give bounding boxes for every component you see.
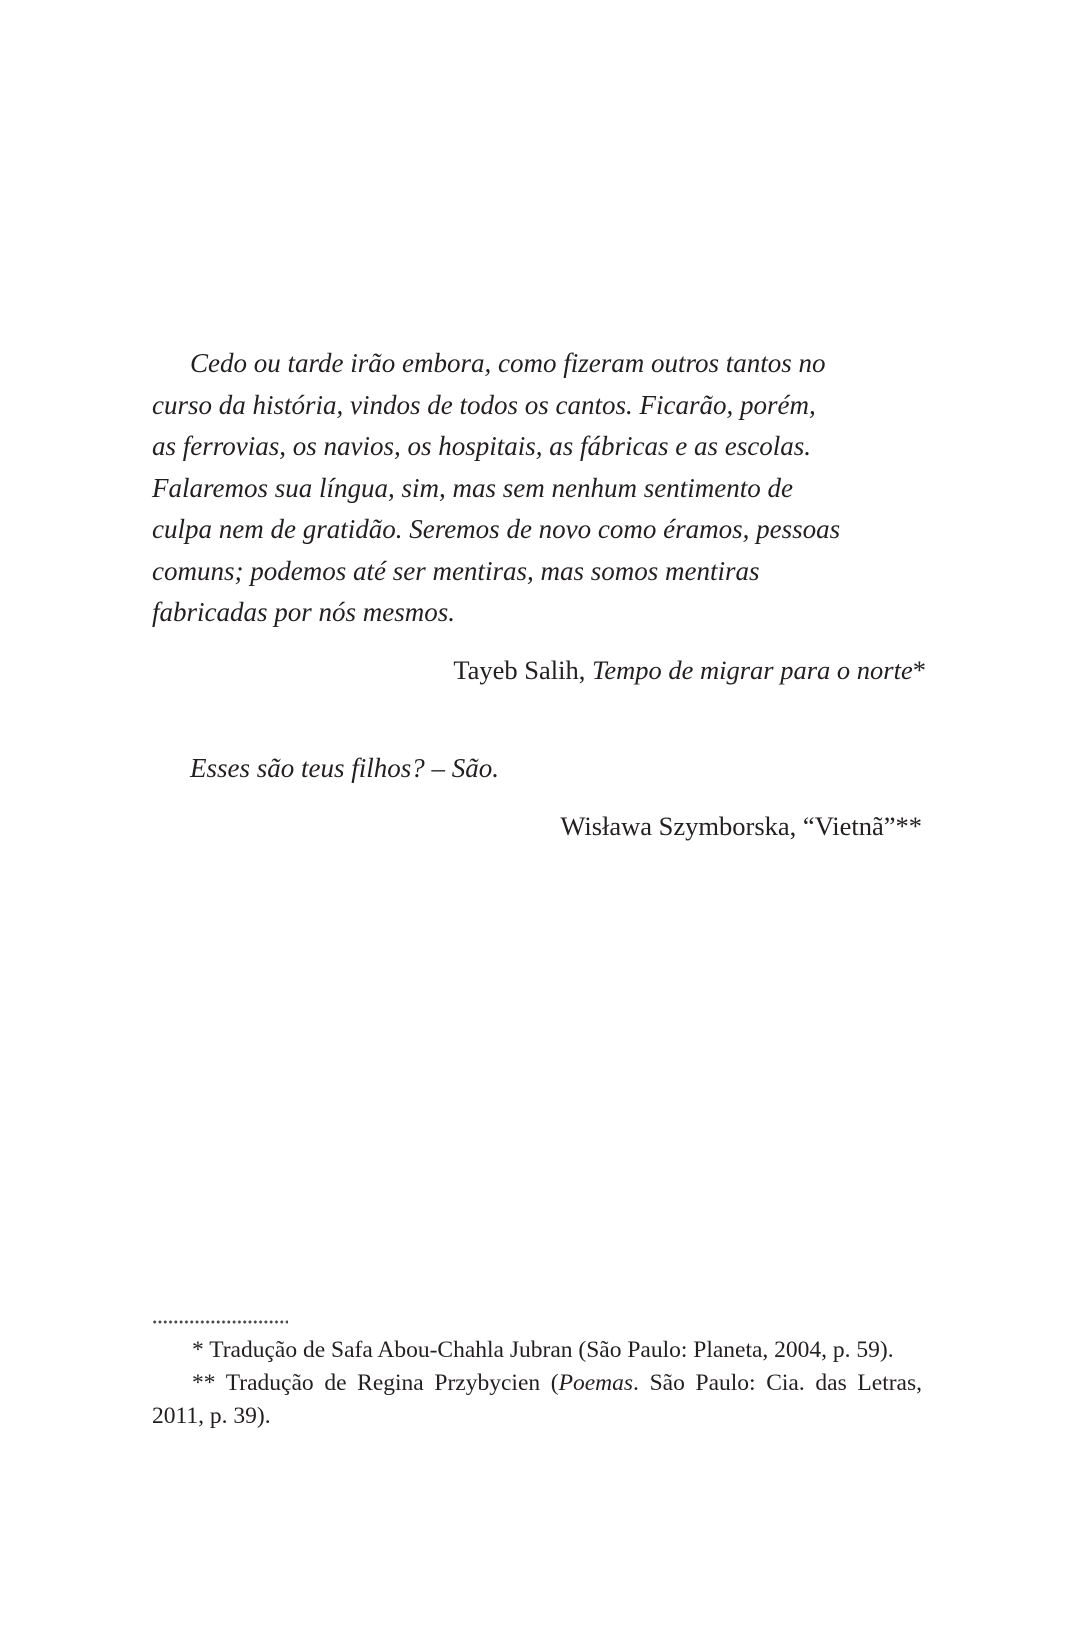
quote-line: fabricadas por nós mesmos. (152, 597, 456, 627)
footnotes (152, 1334, 922, 1433)
epigraph-attribution (152, 650, 926, 690)
footnote-book-title: Poemas (558, 1370, 634, 1396)
quote-line: culpa nem de gratidão. Seremos de novo como éramos, pessoas (152, 514, 841, 544)
quote-line: curso da história, vindos de todos os cantos. Ficarão, porém, (152, 389, 816, 420)
quote-line: as ferrovias, os navios, os hospitais, as fábricas e as escolas. (152, 431, 812, 461)
footnote-mark: * (912, 654, 926, 685)
quote-line: comuns; podemos até ser mentiras, mas somos mentiras (152, 555, 760, 586)
epigraph-szymborska (152, 748, 922, 846)
footnote-separator (152, 1320, 288, 1324)
quote-line: Esses são teus filhos? – São. (190, 753, 500, 783)
footnote-2 (152, 1367, 922, 1433)
epigraph-quote (152, 748, 922, 790)
epigraph-attribution (152, 806, 922, 846)
epigraph-quote (152, 343, 922, 634)
footnote-text: . São Paulo: Cia. das Letras, 2011, p. 39). (152, 1370, 922, 1429)
attribution-work-title: Tempo de migrar para o norte (592, 654, 913, 685)
footnote-text: ** Tradução de Regina Przybycien ( (192, 1370, 559, 1396)
attribution-author: Wisława Szymborska, “Vietnã” (560, 810, 896, 841)
footnote-mark: ** (895, 810, 922, 841)
footnote-1: * Tradução de Safa Abou-Chahla Jubran (São Paulo: Planeta, 2004, p. 59). (192, 1337, 894, 1363)
quote-line: Falaremos sua língua, sim, mas sem nenhum sentimento de (152, 472, 793, 503)
attribution-author: Tayeb Salih, (453, 654, 593, 685)
quote-line: Cedo ou tarde irão embora, como fizeram outros tantos no (190, 348, 826, 378)
epigraph-salih (152, 343, 926, 690)
